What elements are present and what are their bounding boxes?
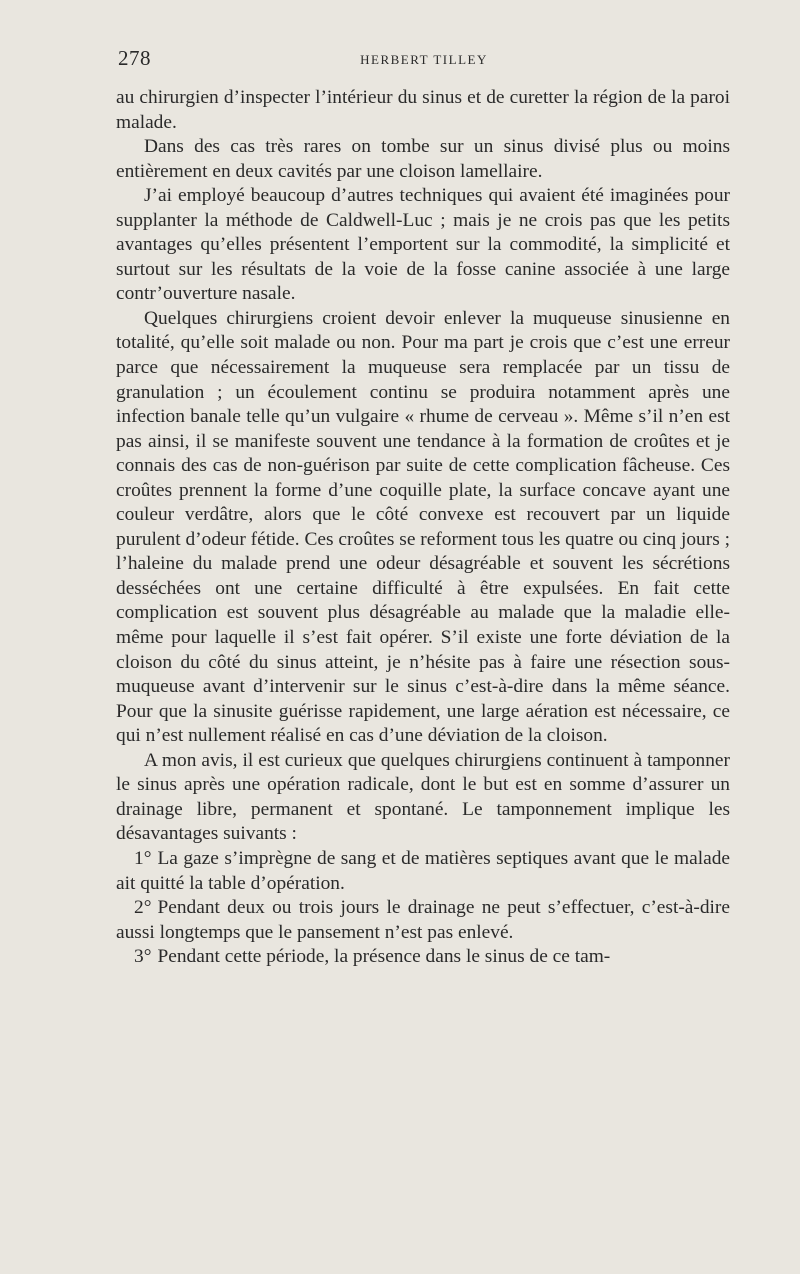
list-item-text: Pendant deux ou trois jours le drainage ne peut s’effectuer, c’est-à-dire aussi longtemps que le pansement n’est pas enlevé. (116, 897, 730, 943)
body-text (116, 86, 730, 970)
paragraph: Dans des cas très rares on tombe sur un sinus divisé plus ou moins entièrement en deux cavités par une cloison lamellaire. (116, 136, 730, 182)
list-item (116, 945, 730, 970)
paragraph: A mon avis, il est curieux que quelques chirurgiens continuent à tamponner le sinus après une opération radicale, dont le but est en somme d’assurer un drainage libre, permanent et spontané. Le tamponnement implique les désavantages suivants : (116, 749, 730, 845)
list-item-text: La gaze s’imprègne de sang et de matières septiques avant que le malade ait quitté la table d’opération. (116, 847, 730, 894)
list-item-number: 3° (134, 946, 152, 968)
list-item-number: 2° (134, 897, 152, 919)
running-head: HERBERT TILLEY (360, 52, 488, 67)
list-item-number: 1° (134, 847, 152, 869)
list-item (116, 847, 730, 896)
page-number: 278 (118, 46, 151, 70)
page-header (118, 46, 730, 76)
paragraph: J’ai employé beaucoup d’autres techniques qui avaient été imaginées pour supplanter la méthode de Caldwell-Luc ; mais je ne crois pas que les petits avantages qu’elles présentent l’emportent sur la commodité, la simplicité et surtout sur les résultats de la voie de la fosse canine associée à une large contr’ouverture nasale. (116, 185, 730, 305)
paragraph: au chirurgien d’inspecter l’intérieur du sinus et de curetter la région de la paroi malade. (116, 87, 730, 133)
paragraph: Quelques chirurgiens croient devoir enlever la muqueuse sinusienne en totalité, qu’elle soit malade ou non. Pour ma part je crois que c’est une erreur parce que nécessairement la muqueuse sera remplacée par un tissu de granulation ; un écoulement continu se produira notamment après une infection banale telle qu’un vulgaire « rhume de cerveau ». Même s’il n’en est pas ainsi, il se manifeste souvent une tendance à la formation de croûtes et je connais des cas de non-guérison par suite de cette complication fâcheuse. Ces croûtes prennent la forme d’une coquille plate, la surface concave ayant une couleur verdâtre, alors que le côté convexe est recouvert par un liquide purulent d’odeur fétide. Ces croûtes se reforment tous les quatre ou cinq jours ; l’haleine du malade prend une odeur désagréable et souvent les sécrétions desséchées ont une certaine difficulté à être expulsées. En fait cette complication est souvent plus désagréable au malade que la maladie elle-même pour laquelle il s’est fait opérer. S’il existe une forte déviation de la cloison du côté du sinus atteint, je n’hésite pas à faire une résection sous-muqueuse avant d’intervenir sur le sinus c’est-à-dire dans la même séance. Pour que la sinusite guérisse rapidement, une large aération est nécessaire, ce qui n’est nullement réalisé en cas d’une déviation de la cloison. (116, 307, 730, 747)
list-item-text: Pendant cette période, la présence dans le sinus de ce tam- (157, 946, 611, 968)
list-item (116, 896, 730, 945)
